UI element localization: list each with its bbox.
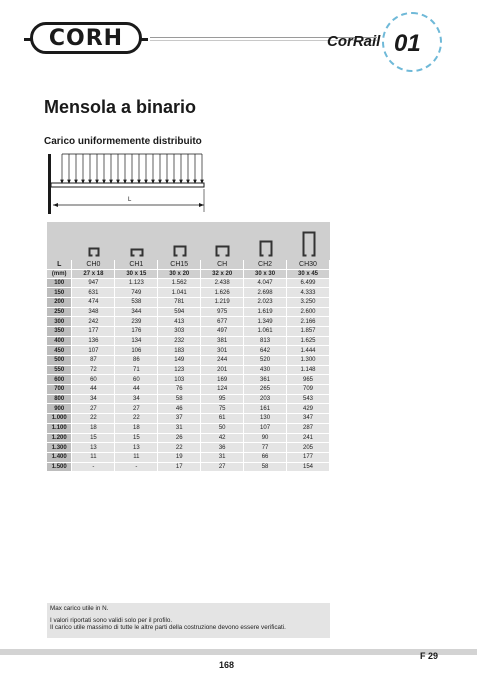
value-cell: 11 [115, 452, 158, 462]
value-cell: 106 [115, 346, 158, 356]
table-row [47, 326, 330, 336]
value-cell: 44 [72, 385, 115, 395]
table-row [47, 452, 330, 462]
length-cell: L [47, 260, 72, 269]
value-cell: 594 [158, 307, 201, 317]
length-cell: 1.000 [47, 414, 72, 424]
table-row [47, 462, 330, 472]
value-cell: 1.626 [201, 288, 244, 298]
value-cell: 497 [201, 326, 244, 336]
value-cell: 18 [72, 423, 115, 433]
length-cell: 450 [47, 346, 72, 356]
value-cell: 123 [158, 365, 201, 375]
value-cell: 31 [158, 423, 201, 433]
value-cell: 58 [244, 462, 287, 472]
value-cell: 46 [158, 404, 201, 414]
table-header-row [47, 260, 330, 269]
value-cell: 58 [158, 394, 201, 404]
value-cell: 15 [72, 433, 115, 443]
section-badge [376, 8, 460, 80]
value-cell: 107 [244, 423, 287, 433]
value-cell: 30 x 45 [287, 269, 330, 278]
dimension-arrow-left [53, 203, 58, 207]
length-cell: 800 [47, 394, 72, 404]
value-cell: 44 [115, 385, 158, 395]
table-row [47, 356, 330, 366]
value-cell: 6.499 [287, 278, 330, 288]
page-number: 168 [219, 660, 235, 670]
value-cell: 538 [115, 297, 158, 307]
length-cell: 200 [47, 297, 72, 307]
profile-icon-ch30 [287, 222, 330, 260]
value-cell: 13 [115, 443, 158, 453]
value-cell: 169 [201, 375, 244, 385]
value-cell: 3.250 [287, 297, 330, 307]
value-cell: 60 [72, 375, 115, 385]
value-cell: 1.444 [287, 346, 330, 356]
logo-text: CORH [48, 25, 124, 51]
table-row [47, 307, 330, 317]
value-cell: 50 [201, 423, 244, 433]
load-data-table [47, 260, 330, 472]
value-cell: 37 [158, 414, 201, 424]
value-cell: 241 [287, 433, 330, 443]
value-cell: 287 [287, 423, 330, 433]
length-cell: 600 [47, 375, 72, 385]
value-cell: 344 [115, 307, 158, 317]
value-cell: 677 [201, 317, 244, 327]
value-cell: 136 [72, 336, 115, 346]
page-code: F 29 [420, 651, 439, 661]
length-cell: 700 [47, 385, 72, 395]
value-cell: 154 [287, 462, 330, 472]
page-subtitle: Carico uniformemente distribuito [44, 136, 202, 147]
value-cell: 86 [115, 356, 158, 366]
value-cell: 31 [201, 452, 244, 462]
table-row [47, 365, 330, 375]
value-cell: 749 [115, 288, 158, 298]
value-cell: 2.600 [287, 307, 330, 317]
value-cell: 13 [72, 443, 115, 453]
value-cell: 429 [287, 404, 330, 414]
value-cell: 149 [158, 356, 201, 366]
page-title: Mensola a binario [44, 97, 197, 117]
value-cell: 2.438 [201, 278, 244, 288]
value-cell: 34 [72, 394, 115, 404]
value-cell: 176 [115, 326, 158, 336]
value-cell: 203 [244, 394, 287, 404]
value-cell: CH [201, 260, 244, 269]
value-cell: 2.023 [244, 297, 287, 307]
length-cell: 900 [47, 404, 72, 414]
value-cell: 27 [115, 404, 158, 414]
profile-icon-ch [201, 222, 244, 260]
value-cell: 183 [158, 346, 201, 356]
length-cell: 250 [47, 307, 72, 317]
value-cell: CH1 [115, 260, 158, 269]
value-cell: 103 [158, 375, 201, 385]
length-cell: 350 [47, 326, 72, 336]
table-row [47, 385, 330, 395]
value-cell: 543 [287, 394, 330, 404]
note-max-load: Max carico utile in N. [50, 605, 109, 612]
value-cell: 1.857 [287, 326, 330, 336]
value-cell: 71 [115, 365, 158, 375]
notes-box [47, 603, 330, 638]
value-cell: 19 [158, 452, 201, 462]
value-cell: 242 [72, 317, 115, 327]
value-cell: 27 x 18 [72, 269, 115, 278]
value-cell: CH30 [287, 260, 330, 269]
table-row [47, 336, 330, 346]
length-cell: 100 [47, 278, 72, 288]
profile-icon-ch1 [115, 222, 158, 260]
table-row [47, 278, 330, 288]
value-cell: 4.333 [287, 288, 330, 298]
value-cell: 130 [244, 414, 287, 424]
load-diagram [44, 150, 224, 220]
value-cell: 347 [287, 414, 330, 424]
corh-logo [30, 22, 142, 54]
value-cell: 239 [115, 317, 158, 327]
footer-bar [0, 649, 477, 655]
value-cell: 1.349 [244, 317, 287, 327]
length-cell: 300 [47, 317, 72, 327]
value-cell: 30 x 15 [115, 269, 158, 278]
value-cell: 177 [72, 326, 115, 336]
value-cell: 965 [287, 375, 330, 385]
length-cell: 550 [47, 365, 72, 375]
value-cell: 27 [201, 462, 244, 472]
value-cell: 32 x 20 [201, 269, 244, 278]
value-cell: 1.219 [201, 297, 244, 307]
value-cell: - [72, 462, 115, 472]
profile-icon-ch0 [72, 222, 115, 260]
profile-icon-ch2 [244, 222, 287, 260]
value-cell: 947 [72, 278, 115, 288]
value-cell: 813 [244, 336, 287, 346]
length-cell: (mm) [47, 269, 72, 278]
value-cell: 30 x 30 [244, 269, 287, 278]
table-row [47, 404, 330, 414]
table-row [47, 443, 330, 453]
value-cell: CH2 [244, 260, 287, 269]
value-cell: 76 [158, 385, 201, 395]
value-cell: 1.061 [244, 326, 287, 336]
section-number: 01 [394, 30, 421, 57]
value-cell: CH0 [72, 260, 115, 269]
value-cell: 430 [244, 365, 287, 375]
value-cell: 107 [72, 346, 115, 356]
value-cell: 61 [201, 414, 244, 424]
value-cell: 30 x 20 [158, 269, 201, 278]
value-cell: 781 [158, 297, 201, 307]
value-cell: 34 [115, 394, 158, 404]
length-cell: 1.100 [47, 423, 72, 433]
value-cell: 1.300 [287, 356, 330, 366]
value-cell: 2.698 [244, 288, 287, 298]
value-cell: 134 [115, 336, 158, 346]
value-cell: 2.166 [287, 317, 330, 327]
value-cell: 381 [201, 336, 244, 346]
value-cell: 18 [115, 423, 158, 433]
length-cell: 500 [47, 356, 72, 366]
value-cell: 201 [201, 365, 244, 375]
value-cell: 77 [244, 443, 287, 453]
table-header-row [47, 269, 330, 278]
value-cell: 303 [158, 326, 201, 336]
table-row [47, 317, 330, 327]
value-cell: 1.562 [158, 278, 201, 288]
value-cell: 1.625 [287, 336, 330, 346]
value-cell: 205 [287, 443, 330, 453]
table-row [47, 433, 330, 443]
load-table [47, 222, 330, 472]
value-cell: 1.148 [287, 365, 330, 375]
table-row [47, 375, 330, 385]
value-cell: 361 [244, 375, 287, 385]
length-cell: 1.300 [47, 443, 72, 453]
length-cell: 1.400 [47, 452, 72, 462]
value-cell: 413 [158, 317, 201, 327]
value-cell: 95 [201, 394, 244, 404]
value-cell: 22 [115, 414, 158, 424]
value-cell: 975 [201, 307, 244, 317]
dimension-label: L [128, 197, 132, 203]
length-cell: 150 [47, 288, 72, 298]
value-cell: 161 [244, 404, 287, 414]
brand-name: CorRail [327, 33, 381, 50]
value-cell: 1.041 [158, 288, 201, 298]
table-row [47, 423, 330, 433]
value-cell: 642 [244, 346, 287, 356]
value-cell: 520 [244, 356, 287, 366]
value-cell: 265 [244, 385, 287, 395]
value-cell: 709 [287, 385, 330, 395]
value-cell: 177 [287, 452, 330, 462]
page-header [0, 0, 477, 72]
load-arrows [61, 154, 204, 183]
value-cell: 4.047 [244, 278, 287, 288]
note-verify-parts: Il carico utile massimo di tutte le altre parti della costruzione devono essere verificati. [50, 624, 286, 631]
length-cell: 1.200 [47, 433, 72, 443]
profile-icons-row [47, 222, 330, 260]
value-cell: 15 [115, 433, 158, 443]
value-cell: 90 [244, 433, 287, 443]
table-row [47, 394, 330, 404]
value-cell: 22 [158, 443, 201, 453]
length-cell: 1.500 [47, 462, 72, 472]
value-cell: 348 [72, 307, 115, 317]
dimension-arrow-right [199, 203, 204, 207]
value-cell: 1.123 [115, 278, 158, 288]
value-cell: 66 [244, 452, 287, 462]
table-row [47, 414, 330, 424]
table-row [47, 346, 330, 356]
value-cell: 232 [158, 336, 201, 346]
value-cell: 22 [72, 414, 115, 424]
value-cell: 474 [72, 297, 115, 307]
value-cell: 36 [201, 443, 244, 453]
value-cell: 11 [72, 452, 115, 462]
table-row [47, 297, 330, 307]
value-cell: 42 [201, 433, 244, 443]
value-cell: 75 [201, 404, 244, 414]
value-cell: 124 [201, 385, 244, 395]
value-cell: 17 [158, 462, 201, 472]
value-cell: - [115, 462, 158, 472]
value-cell: 1.619 [244, 307, 287, 317]
value-cell: 301 [201, 346, 244, 356]
value-cell: CH15 [158, 260, 201, 269]
table-row [47, 288, 330, 298]
value-cell: 72 [72, 365, 115, 375]
value-cell: 631 [72, 288, 115, 298]
value-cell: 244 [201, 356, 244, 366]
value-cell: 26 [158, 433, 201, 443]
note-profile-values: I valori riportati sono validi solo per il profilo. [50, 616, 173, 624]
value-cell: 87 [72, 356, 115, 366]
value-cell: 27 [72, 404, 115, 414]
profile-icon-ch15 [158, 222, 201, 260]
length-cell: 400 [47, 336, 72, 346]
value-cell: 60 [115, 375, 158, 385]
